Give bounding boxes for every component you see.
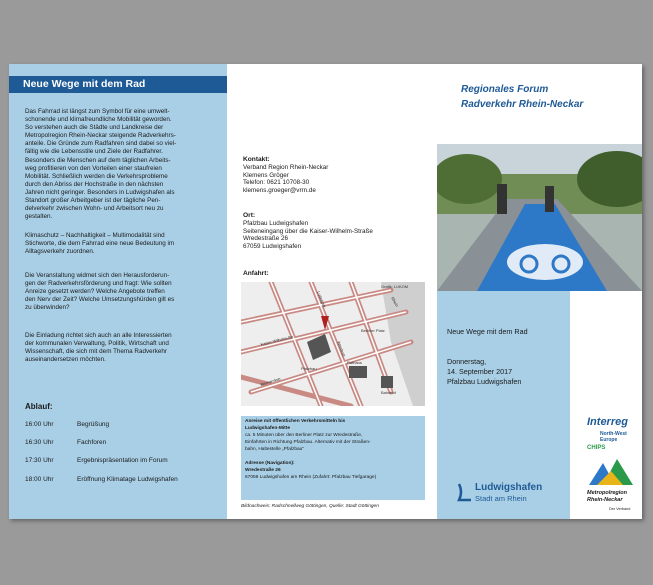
ludwigshafen-logo-sub: Stadt am Rhein: [475, 494, 527, 503]
text-line: Besonders die Menschen auf dem täglichen Arbeits-: [25, 156, 171, 164]
info-line: 67059 Ludwigshafen am Rhein (Zufahrt: Pfalzbau Tiefgarage): [245, 475, 377, 480]
event-tagline: Neue Wege mit dem Rad: [447, 327, 528, 336]
text-line: Wissenschaft, die sich mit dem Thema Radverkehr: [25, 348, 167, 356]
photo-credit: Bildnachweis: Radschnellweg Göttingen, Quelle: Stadt Göttingen: [241, 504, 379, 509]
text-line: Metropolregion Rhein-Neckar steigende Radverkehrs-: [25, 132, 176, 140]
text-line: anteile. Die Gründe zum Radfahren sind dabei so viel-: [25, 140, 177, 148]
klimaschutz-paragraph: [25, 232, 221, 256]
text-line: Jahren nicht geringer. Besonders in Ludwigshafen als: [25, 188, 175, 196]
text-line: durch den Abriss der Hochstraße in den nächsten: [25, 180, 164, 188]
map-label-bismarck: Bismarckstr.: [259, 375, 283, 387]
text-line: Die Veranstaltung widmet sich den Herausforderun-: [25, 272, 170, 279]
text-line: Pfalzbau Ludwigshafen: [243, 220, 309, 227]
left-title-bar: [9, 76, 227, 93]
text-line: der kommunalen Verwaltung, Politik, Wirtschaft und: [25, 340, 169, 348]
text-line: Das Fahrrad ist längst zum Symbol für eine umwelt-: [25, 108, 170, 115]
map-label-ludwig: Ludwigstr.: [316, 290, 328, 310]
metropolregion-logo-sub: Der Verband: [609, 507, 631, 511]
map-label-pfalzbau: Pfalzbau: [301, 366, 317, 371]
text-line: Alltagsverkehr zuordnen.: [25, 248, 95, 256]
left-panel: [9, 64, 227, 519]
invitation-paragraph: [25, 332, 221, 364]
ludwigshafen-logo-name: Ludwigshafen: [475, 482, 543, 493]
left-title: Neue Wege mit dem Rad: [23, 78, 146, 90]
street-map: [241, 282, 425, 406]
forum-title-line-1: Regionales Forum: [461, 84, 549, 95]
text-line: schonende und klimafreundliche Mobilität geworden.: [25, 116, 172, 124]
schedule-item: Eröffnung Klimatage Ludwigshafen: [77, 476, 178, 483]
info-line: Einfahrten in Richtung Pfalzbau. Alternativ mit der Straßen-: [245, 440, 371, 445]
map-label-bahnhof: Bahnhof: [381, 390, 396, 395]
ort-block: [243, 220, 373, 250]
text-line: Seiteneingang über die Kaiser-Wilhelm-Straße: [243, 227, 373, 235]
event-date: 14. September 2017: [447, 367, 513, 376]
info-line: bahn, Haltestelle „Pfalzbau": [245, 447, 305, 452]
metropolregion-logo-name: Metropolregion: [587, 490, 628, 496]
text-line: Klimaschutz – Nachhaltigkeit – Multimodalität sind: [25, 232, 165, 239]
ludwigshafen-logo-icon: [457, 482, 473, 502]
text-line: Anreize gesetzt werden? Welche Angebote treffen: [25, 288, 165, 296]
text-line: Verband Region Rhein-Neckar: [243, 164, 329, 171]
info-line: Ludwigshafen-Mitte: [245, 426, 291, 431]
schedule-time: 16:30 Uhr: [25, 439, 54, 446]
text-line: gen der Radverkehrsförderung und fragt: Wie sollten: [25, 280, 172, 288]
schedule-time: 17:30 Uhr: [25, 457, 54, 464]
info-line: ca. 5 Minuten über den Berliner Platz zur Wredestraße,: [245, 433, 363, 438]
text-line: So verstehen auch die Städte und Landkreise der: [25, 124, 164, 132]
text-line: Klemens Gröger: [243, 171, 289, 179]
interreg-logo-name: Interreg: [587, 416, 628, 428]
text-line: Die Einladung richtet sich auch an alle Interessierten: [25, 332, 172, 339]
anfahrt-heading: Anfahrt:: [243, 270, 269, 277]
forum-title-line-2: Radverkehr Rhein-Neckar: [461, 99, 584, 110]
schedule-item: Begrüßung: [77, 421, 110, 428]
text-line: den Nerv der Zeit? Welche Umsetzungshürden gilt es: [25, 296, 175, 304]
map-label-kaiser: Kaiser-Wilhelm-Str.: [260, 333, 295, 347]
right-panel: [437, 64, 642, 519]
text-line: 67059 Ludwigshafen: [243, 242, 302, 250]
text-line: klemens.groeger@vrrn.de: [243, 186, 316, 194]
text-line: Standort großer Arbeitgeber ist der tägliche Pen-: [25, 197, 161, 205]
middle-panel: [227, 64, 437, 519]
flyer-sheet: [9, 64, 642, 519]
challenge-paragraph: [25, 272, 221, 312]
map-label-river: Rhein: [390, 296, 400, 308]
info-line: Wredestraße 26: [245, 468, 281, 473]
kontakt-block: [243, 164, 328, 194]
text-line: delverkehr zwischen Wohn- und Arbeitsort neu zu: [25, 205, 164, 213]
schedule-item: Fachforen: [77, 439, 107, 446]
schedule-time: 16:00 Uhr: [25, 421, 54, 428]
interreg-logo-sub: North-West Europe: [600, 431, 627, 443]
info-line: Anreise mit öffentlichen Verkehrsmitteln bis: [245, 419, 346, 424]
text-line: Mobilität. Schließlich werden die Verkehrsprobleme: [25, 172, 168, 180]
text-line: Stichworte, die dem Fahrrad eine neue Bedeutung im: [25, 240, 175, 248]
ort-heading: Ort:: [243, 212, 256, 219]
map-label-credit: Grafik: LUKOM: [381, 284, 409, 289]
metropolregion-logo-icon: [585, 457, 637, 489]
chips-logo: CHIPS: [587, 445, 606, 451]
text-line: fältig wie die Lebensstile und Ziele der Radfahrer.: [25, 148, 163, 156]
kontakt-heading: Kontakt:: [243, 156, 270, 163]
text-line: Telefon: 0621 10708-30: [243, 179, 310, 187]
ablauf-heading: Ablauf:: [25, 402, 53, 411]
metropolregion-logo-name: Rhein-Neckar: [587, 497, 623, 503]
schedule-time: 18:00 Uhr: [25, 476, 54, 483]
map-label-wrede: Wredestr.: [336, 340, 348, 359]
directions-box: [241, 416, 425, 500]
info-line: Adresse (Navigation):: [245, 461, 295, 466]
text-line: zu überwinden?: [25, 304, 70, 312]
map-label-rathaus: Rathaus: [347, 360, 362, 365]
text-line: gestalten.: [25, 213, 53, 221]
intro-paragraph: [25, 108, 221, 221]
text-line: auseinandersetzen möchten.: [25, 356, 106, 364]
text-line: weg profitieren von den Vorteilen einer staufreien: [25, 164, 162, 172]
event-venue: Pfalzbau Ludwigshafen: [447, 377, 522, 386]
schedule-item: Ergebnispräsentation im Forum: [77, 457, 168, 464]
event-day: Donnerstag,: [447, 357, 487, 366]
text-line: Wredestraße 26: [243, 235, 289, 243]
cyclists-photo: [437, 144, 642, 291]
map-label-berliner: Berliner Platz: [361, 328, 385, 333]
